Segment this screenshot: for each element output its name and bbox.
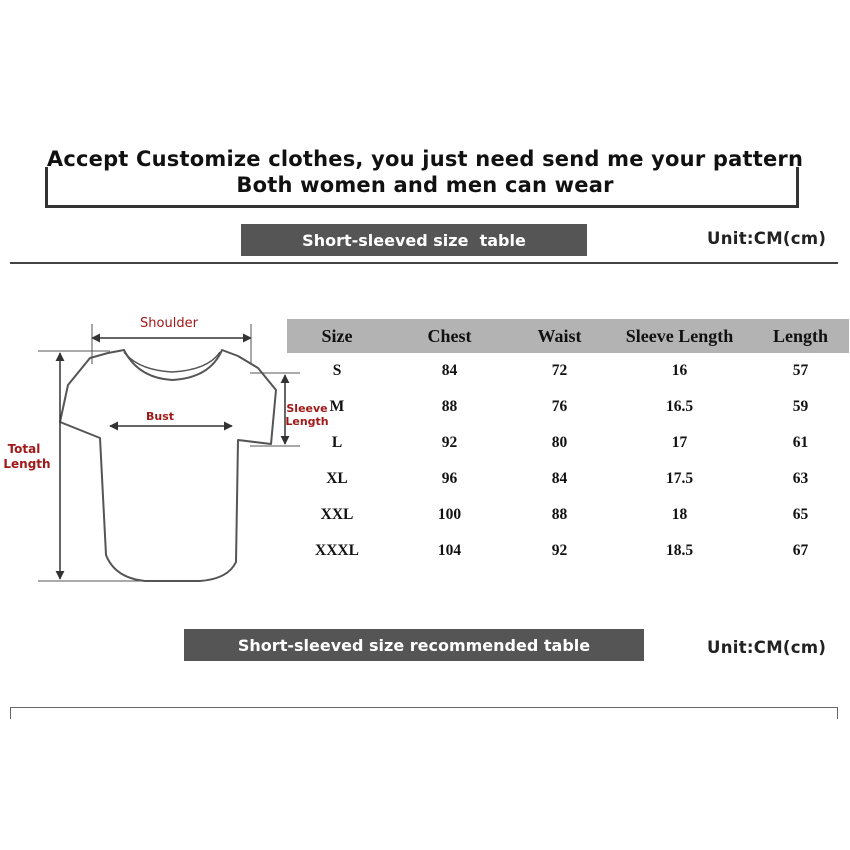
cell-sleeve-length: 17 bbox=[671, 434, 688, 451]
section-divider-top bbox=[10, 262, 838, 264]
size-table bbox=[287, 319, 849, 569]
cell-length: 57 bbox=[792, 362, 809, 379]
size-table-header-row bbox=[287, 319, 849, 353]
size-table-title: Short-sleeved size table bbox=[302, 230, 526, 250]
cell-sleeve-length: 16 bbox=[671, 362, 688, 379]
cell-size: L bbox=[331, 434, 343, 451]
section-divider-bottom bbox=[10, 707, 838, 708]
cell-size: XXL bbox=[320, 506, 354, 523]
cell-chest: 104 bbox=[437, 542, 462, 559]
cell-length: 65 bbox=[792, 506, 809, 523]
recommended-table-unit: Unit:CM(cm) bbox=[707, 638, 827, 657]
header-sleeve-length: Sleeve Length bbox=[607, 319, 752, 353]
cell-chest: 96 bbox=[441, 470, 458, 487]
cell-length: 59 bbox=[792, 398, 809, 415]
cell-sleeve-length: 17.5 bbox=[665, 470, 694, 487]
header-waist: Waist bbox=[512, 319, 607, 353]
table-row bbox=[287, 425, 849, 461]
cell-sleeve-length: 18.5 bbox=[665, 542, 694, 559]
sleeve-label-line2: Length bbox=[285, 415, 329, 428]
cell-chest: 92 bbox=[441, 434, 458, 451]
cell-length: 61 bbox=[792, 434, 809, 451]
cell-length: 63 bbox=[792, 470, 809, 487]
cell-waist: 76 bbox=[551, 398, 568, 415]
table-row bbox=[287, 353, 849, 389]
table-row bbox=[287, 497, 849, 533]
header-chest: Chest bbox=[387, 319, 512, 353]
cell-chest: 100 bbox=[437, 506, 462, 523]
cell-size: S bbox=[332, 362, 342, 379]
size-table-unit: Unit:CM(cm) bbox=[707, 229, 827, 248]
tshirt-outline bbox=[60, 350, 276, 581]
header-line-1: Accept Customize clothes, you just need send me your pattern bbox=[46, 147, 804, 171]
cell-size: XL bbox=[326, 470, 348, 487]
sleeve-label-line1: Sleeve bbox=[286, 402, 328, 415]
table-row bbox=[287, 533, 849, 569]
header-bracket bbox=[45, 167, 799, 208]
cell-chest: 88 bbox=[441, 398, 458, 415]
table-row bbox=[287, 389, 849, 425]
recommended-table-title: Short-sleeved size recommended table bbox=[237, 635, 591, 655]
header-length: Length bbox=[752, 319, 849, 353]
total-label-line1: Total bbox=[7, 442, 41, 456]
cell-waist: 84 bbox=[551, 470, 568, 487]
cell-sleeve-length: 18 bbox=[671, 506, 688, 523]
cell-waist: 92 bbox=[551, 542, 568, 559]
cell-size: XXXL bbox=[315, 542, 359, 559]
cell-size: M bbox=[329, 398, 345, 415]
header-line-2: Both women and men can wear bbox=[236, 173, 614, 197]
cell-sleeve-length: 16.5 bbox=[665, 398, 694, 415]
divider-right-tick bbox=[837, 707, 838, 719]
size-table-title-bar bbox=[241, 224, 587, 256]
cell-waist: 72 bbox=[551, 362, 568, 379]
cell-waist: 80 bbox=[551, 434, 568, 451]
total-label-line2: Length bbox=[3, 457, 51, 471]
cell-chest: 84 bbox=[441, 362, 458, 379]
recommended-table-title-bar bbox=[184, 629, 644, 661]
shoulder-label: Shoulder bbox=[140, 316, 198, 331]
table-row bbox=[287, 461, 849, 497]
cell-waist: 88 bbox=[551, 506, 568, 523]
cell-length: 67 bbox=[792, 542, 809, 559]
bust-label: Bust bbox=[145, 410, 175, 423]
divider-left-tick bbox=[10, 707, 11, 719]
header-size: Size bbox=[287, 319, 387, 353]
